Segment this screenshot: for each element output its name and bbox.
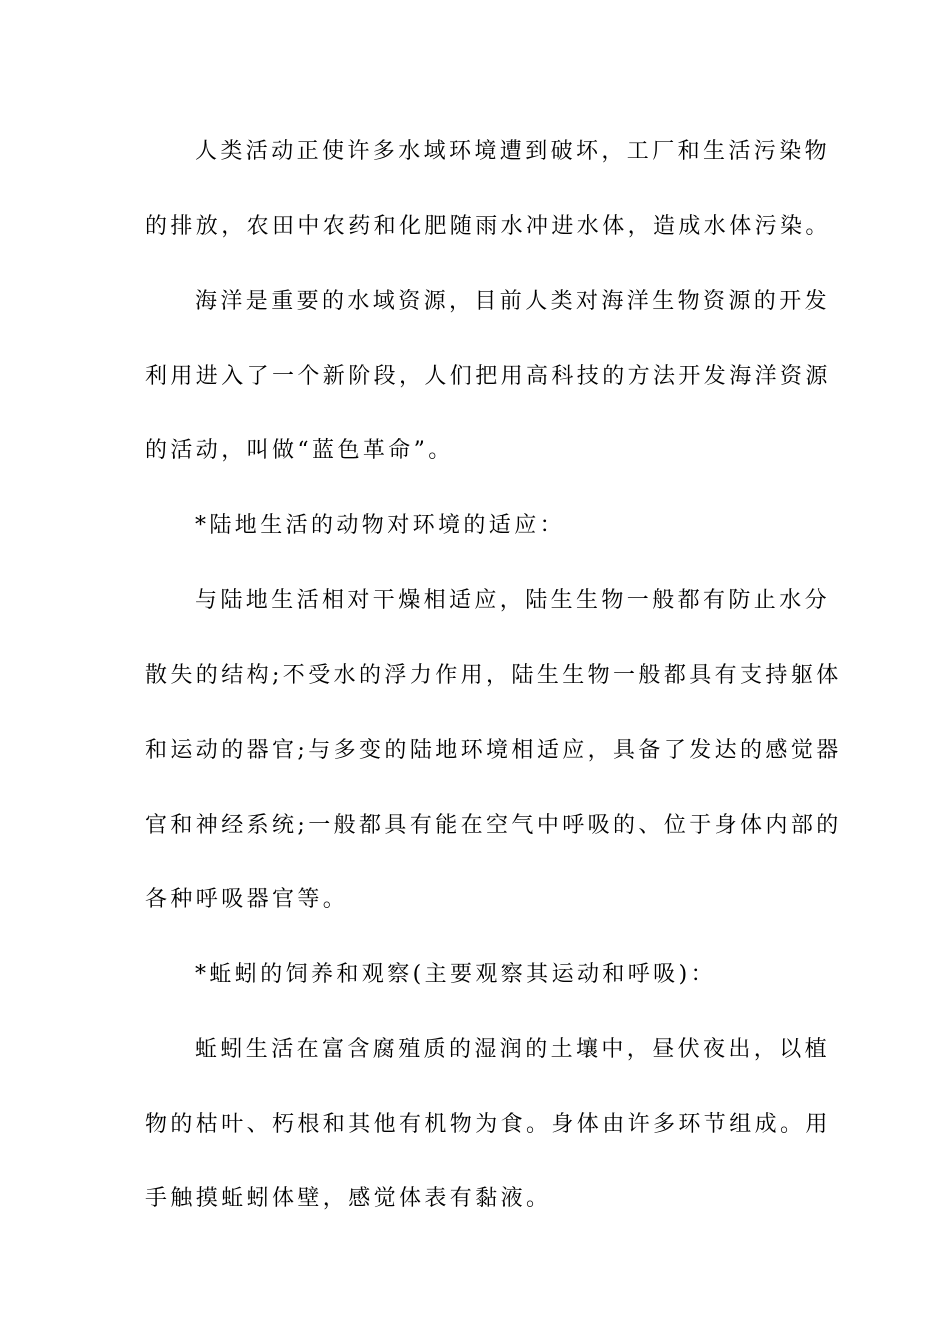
paragraph-1-line-1: 人类活动正使许多水域环境遭到破坏，工厂和生活污染物	[195, 139, 831, 164]
section-heading-earthworm: *蚯蚓的饲养和观察(主要观察其运动和呼吸)：	[195, 962, 716, 987]
paragraph-2-line-2: 利用进入了一个新阶段，人们把用高科技的方法开发海洋资源	[145, 364, 831, 389]
paragraph-3-line-4: 官和神经系统;一般都具有能在空气中呼吸的、位于身体内部的	[145, 813, 842, 838]
section-heading-land-animals: *陆地生活的动物对环境的适应：	[195, 513, 566, 538]
paragraph-3-line-3: 和运动的器官;与多变的陆地环境相适应，具备了发达的感觉器	[145, 738, 842, 763]
paragraph-2-line-3: 的活动，叫做“蓝色革命”。	[145, 438, 454, 463]
paragraph-2-line-1: 海洋是重要的水域资源，目前人类对海洋生物资源的开发	[195, 289, 831, 314]
paragraph-1-line-2: 的排放，农田中农药和化肥随雨水冲进水体，造成水体污染。	[145, 214, 831, 239]
paragraph-3-line-1: 与陆地生活相对干燥相适应，陆生生物一般都有防止水分	[195, 588, 831, 613]
paragraph-4-line-1: 蚯蚓生活在富含腐殖质的湿润的土壤中，昼伏夜出，以植	[195, 1037, 831, 1062]
paragraph-3-line-5: 各种呼吸器官等。	[145, 887, 349, 912]
paragraph-3-line-2: 散失的结构;不受水的浮力作用，陆生生物一般都具有支持躯体	[145, 663, 842, 688]
paragraph-4-line-2: 物的枯叶、朽根和其他有机物为食。身体由许多环节组成。用	[145, 1112, 831, 1137]
paragraph-4-line-3: 手触摸蚯蚓体壁，感觉体表有黏液。	[145, 1186, 552, 1211]
